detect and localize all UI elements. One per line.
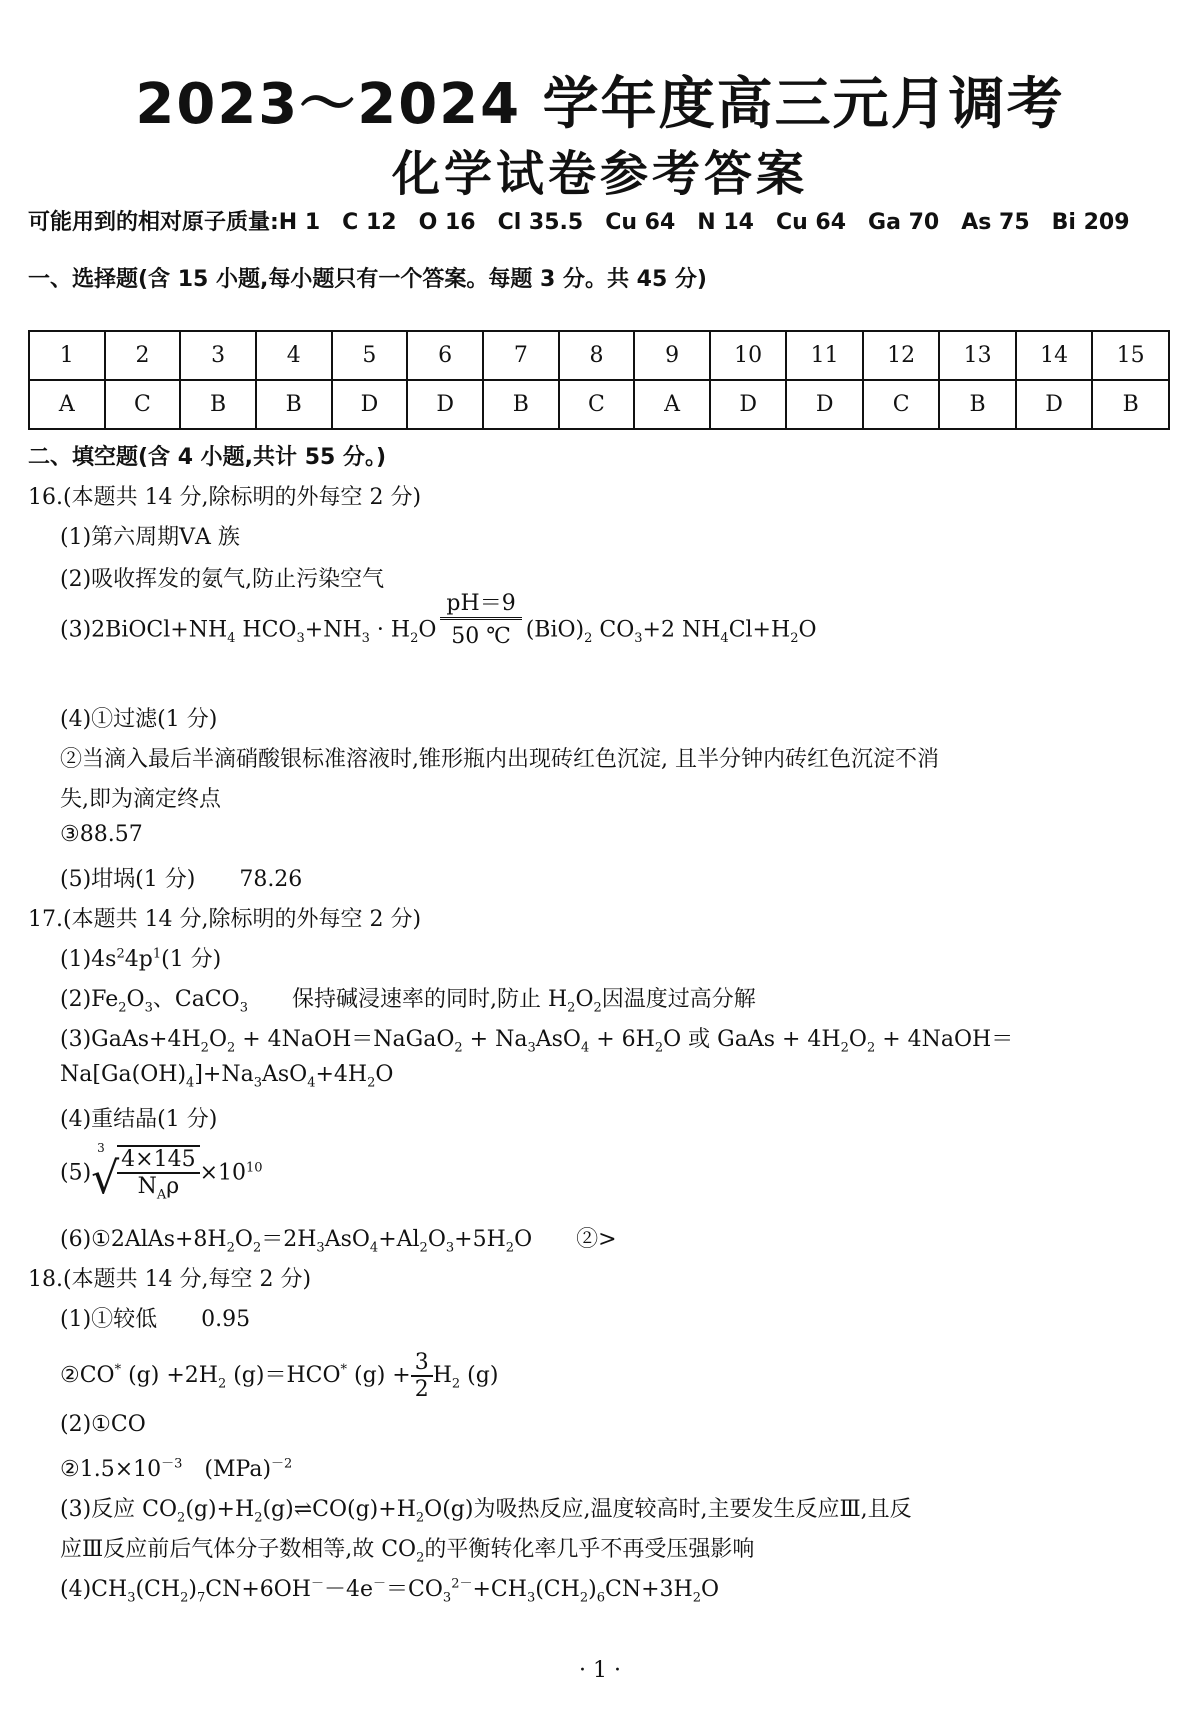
question-number-cell: 6: [407, 331, 483, 380]
condition-temperature: 50 ℃: [451, 624, 511, 649]
question-number-cell: 15: [1092, 331, 1169, 380]
question-number-cell: 7: [483, 331, 559, 380]
answer-cell: B: [483, 380, 559, 429]
root-index: 3: [97, 1141, 105, 1155]
answer-cell: A: [29, 380, 105, 429]
q18-answer-2-1: (2)①CO: [60, 1412, 146, 1437]
question-number-cell: 2: [105, 331, 181, 380]
q17-answer-6: $(6)①2AlAs+8H_2O_2=2H_3AsO_4+Al_2O_3+5H_2O$ ②>: [60, 1227, 617, 1256]
q16-answer-2: (2)吸收挥发的氨气,防止污染空气: [60, 567, 385, 592]
q16-heading: 16.(本题共 14 分,除标明的外每空 2 分): [28, 485, 422, 510]
answer-cell: D: [407, 380, 483, 429]
exam-subtitle: 化学试卷参考答案: [391, 146, 808, 202]
question-number-cell: 11: [786, 331, 862, 380]
fraction-three-halves: $\frac{3}{2}$: [411, 1350, 433, 1402]
q18-answer-1: (1)①较低 0.95: [60, 1307, 251, 1332]
question-number-cell: 5: [332, 331, 408, 380]
table-row-answers: [29, 380, 1169, 429]
section-1-heading: 一、选择题(含 15 小题,每小题只有一个答案。每题 3 分。共 45 分): [28, 267, 707, 292]
answer-table: [28, 330, 1170, 430]
root-denominator: $N_A\rho$: [137, 1174, 180, 1203]
answer-cell: B: [939, 380, 1015, 429]
question-number-cell: 1: [29, 331, 105, 380]
q16-answer-4-2a: ②当滴入最后半滴硝酸银标准溶液时,锥形瓶内出现砖红色沉淀, 且半分钟内砖红色沉淀不消: [60, 747, 939, 772]
answer-cell: A: [634, 380, 710, 429]
q17-answer-3b: $Na[Ga(OH)_4]+Na_3AsO_4+4H_2O$: [60, 1062, 394, 1091]
q18-answer-2-2: $②1.5\times 10^{-3}$ (MPa)$^{-2}$: [60, 1456, 293, 1482]
answer-cell: D: [786, 380, 862, 429]
section-2-heading: 二、填空题(含 4 小题,共计 55 分。): [28, 445, 387, 470]
question-number-cell: 14: [1016, 331, 1092, 380]
question-number-cell: 4: [256, 331, 332, 380]
radical-sign: √: [91, 1153, 120, 1204]
question-number-cell: 12: [863, 331, 939, 380]
q17-answer-3a: $(3)GaAs+4H_2O_2$ + 4NaOH＝NaGaO$_2$ + $Na_3AsO_4 + 6H_2O$ 或 GaAs + $4H_2O_2$ + 4NaOH＝: [60, 1027, 1014, 1056]
q16-answer-4-2b: 失,即为滴定终点: [60, 787, 221, 812]
q17-a6-tail: ②>: [532, 1227, 617, 1252]
answer-cell: D: [710, 380, 786, 429]
q17-a2-tail2: 因温度过高分解: [601, 987, 756, 1012]
q18-answer-3b: 应Ⅲ反应前后气体分子数相等,故 $CO_2$的平衡转化率几乎不再受压强影响: [60, 1537, 755, 1566]
q18-answer-1-2: ②CO* $(g) +2H_2$ (g)＝HCO* (g) + $\frac{3}{2}$ $H_2$ (g): [60, 1350, 499, 1402]
answer-cell: B: [180, 380, 256, 429]
q18-a3-a: 为吸热反应,温度较高时,主要发生反应Ⅲ,且反: [473, 1497, 912, 1522]
root-numerator: 4×145: [117, 1147, 199, 1174]
question-number-cell: 9: [634, 331, 710, 380]
page-number: · 1 ·: [579, 1658, 621, 1683]
q18-a3-b-post: 的平衡转化率几乎不再受压强影响: [424, 1537, 755, 1562]
q16-answer-4-3: ③88.57: [60, 822, 143, 847]
q17-heading: 17.(本题共 14 分,除标明的外每空 2 分): [28, 907, 422, 932]
answer-cell: B: [256, 380, 332, 429]
table-row-numbers: [29, 331, 1169, 380]
q17-a2-tail: 保持碱浸速率的同时,防止 H: [247, 987, 568, 1012]
answer-cell: C: [863, 380, 939, 429]
q18-heading: 18.(本题共 14 分,每空 2 分): [28, 1267, 312, 1292]
answer-cell: B: [1092, 380, 1169, 429]
q16-answer-4: (4)①过滤(1 分): [60, 707, 218, 732]
question-number-cell: 13: [939, 331, 1015, 380]
q16-answer-3: $(3)2BiOCl+NH_4$ $HCO_3+NH_3 \cdot H_2O$ $\frac{pH=9}{50 ℃}$ $(BiO)_2$ $CO_3+2$ $NH_4Cl+H_2O$: [60, 612, 817, 649]
answer-cell: D: [332, 380, 408, 429]
q18-a3-b-pre: 应Ⅲ反应前后气体分子数相等,故 CO: [60, 1537, 417, 1562]
q18-answer-3a: (3)反应 $CO_2(g)+H_2(g)\rightleftharpoons CO(g)+H_2O(g)$为吸热反应,温度较高时,主要发生反应Ⅲ,且反: [60, 1497, 912, 1526]
condition-ph: pH＝9: [440, 586, 521, 620]
answer-cell: C: [105, 380, 181, 429]
q17-answer-2: $(2)Fe_2O_3$、CaCO$_3$ 保持碱浸速率的同时,防止 $H_2O_2$因温度过高分解: [60, 987, 756, 1016]
q16-a3-prefix: (3)2BiOCl+NH: [60, 617, 228, 643]
exam-title: 2023～2024 学年度高三元月调考: [135, 72, 1065, 137]
q17-answer-4: (4)重结晶(1 分): [60, 1107, 218, 1132]
q17-answer-5: (5) 3 √ $\frac{4\times 145}{N_A\rho}$ $\times 10^{10}$: [60, 1145, 263, 1202]
q16-answer-1: (1)第六周期ⅤA 族: [60, 525, 240, 550]
q16-answer-5: (5)坩埚(1 分) 78.26: [60, 867, 303, 892]
q18-answer-4: $(4)CH_3(CH_2)_7CN+6OH^--4e^-=CO_3^{2-}+CH_3(CH_2)_6CN+3H_2O$: [60, 1576, 720, 1606]
reaction-condition: [440, 586, 521, 649]
question-number-cell: 8: [559, 331, 635, 380]
question-number-cell: 3: [180, 331, 256, 380]
answer-cell: C: [559, 380, 635, 429]
q17-answer-1: $(1)4s^24p^1(1$ 分): [60, 946, 222, 972]
question-number-cell: 10: [710, 331, 786, 380]
answer-cell: D: [1016, 380, 1092, 429]
atomic-mass-line: 可能用到的相对原子质量:H 1 C 12 O 16 Cl 35.5 Cu 64 N 14 Cu 64 Ga 70 As 75 Bi 209: [28, 210, 1130, 235]
